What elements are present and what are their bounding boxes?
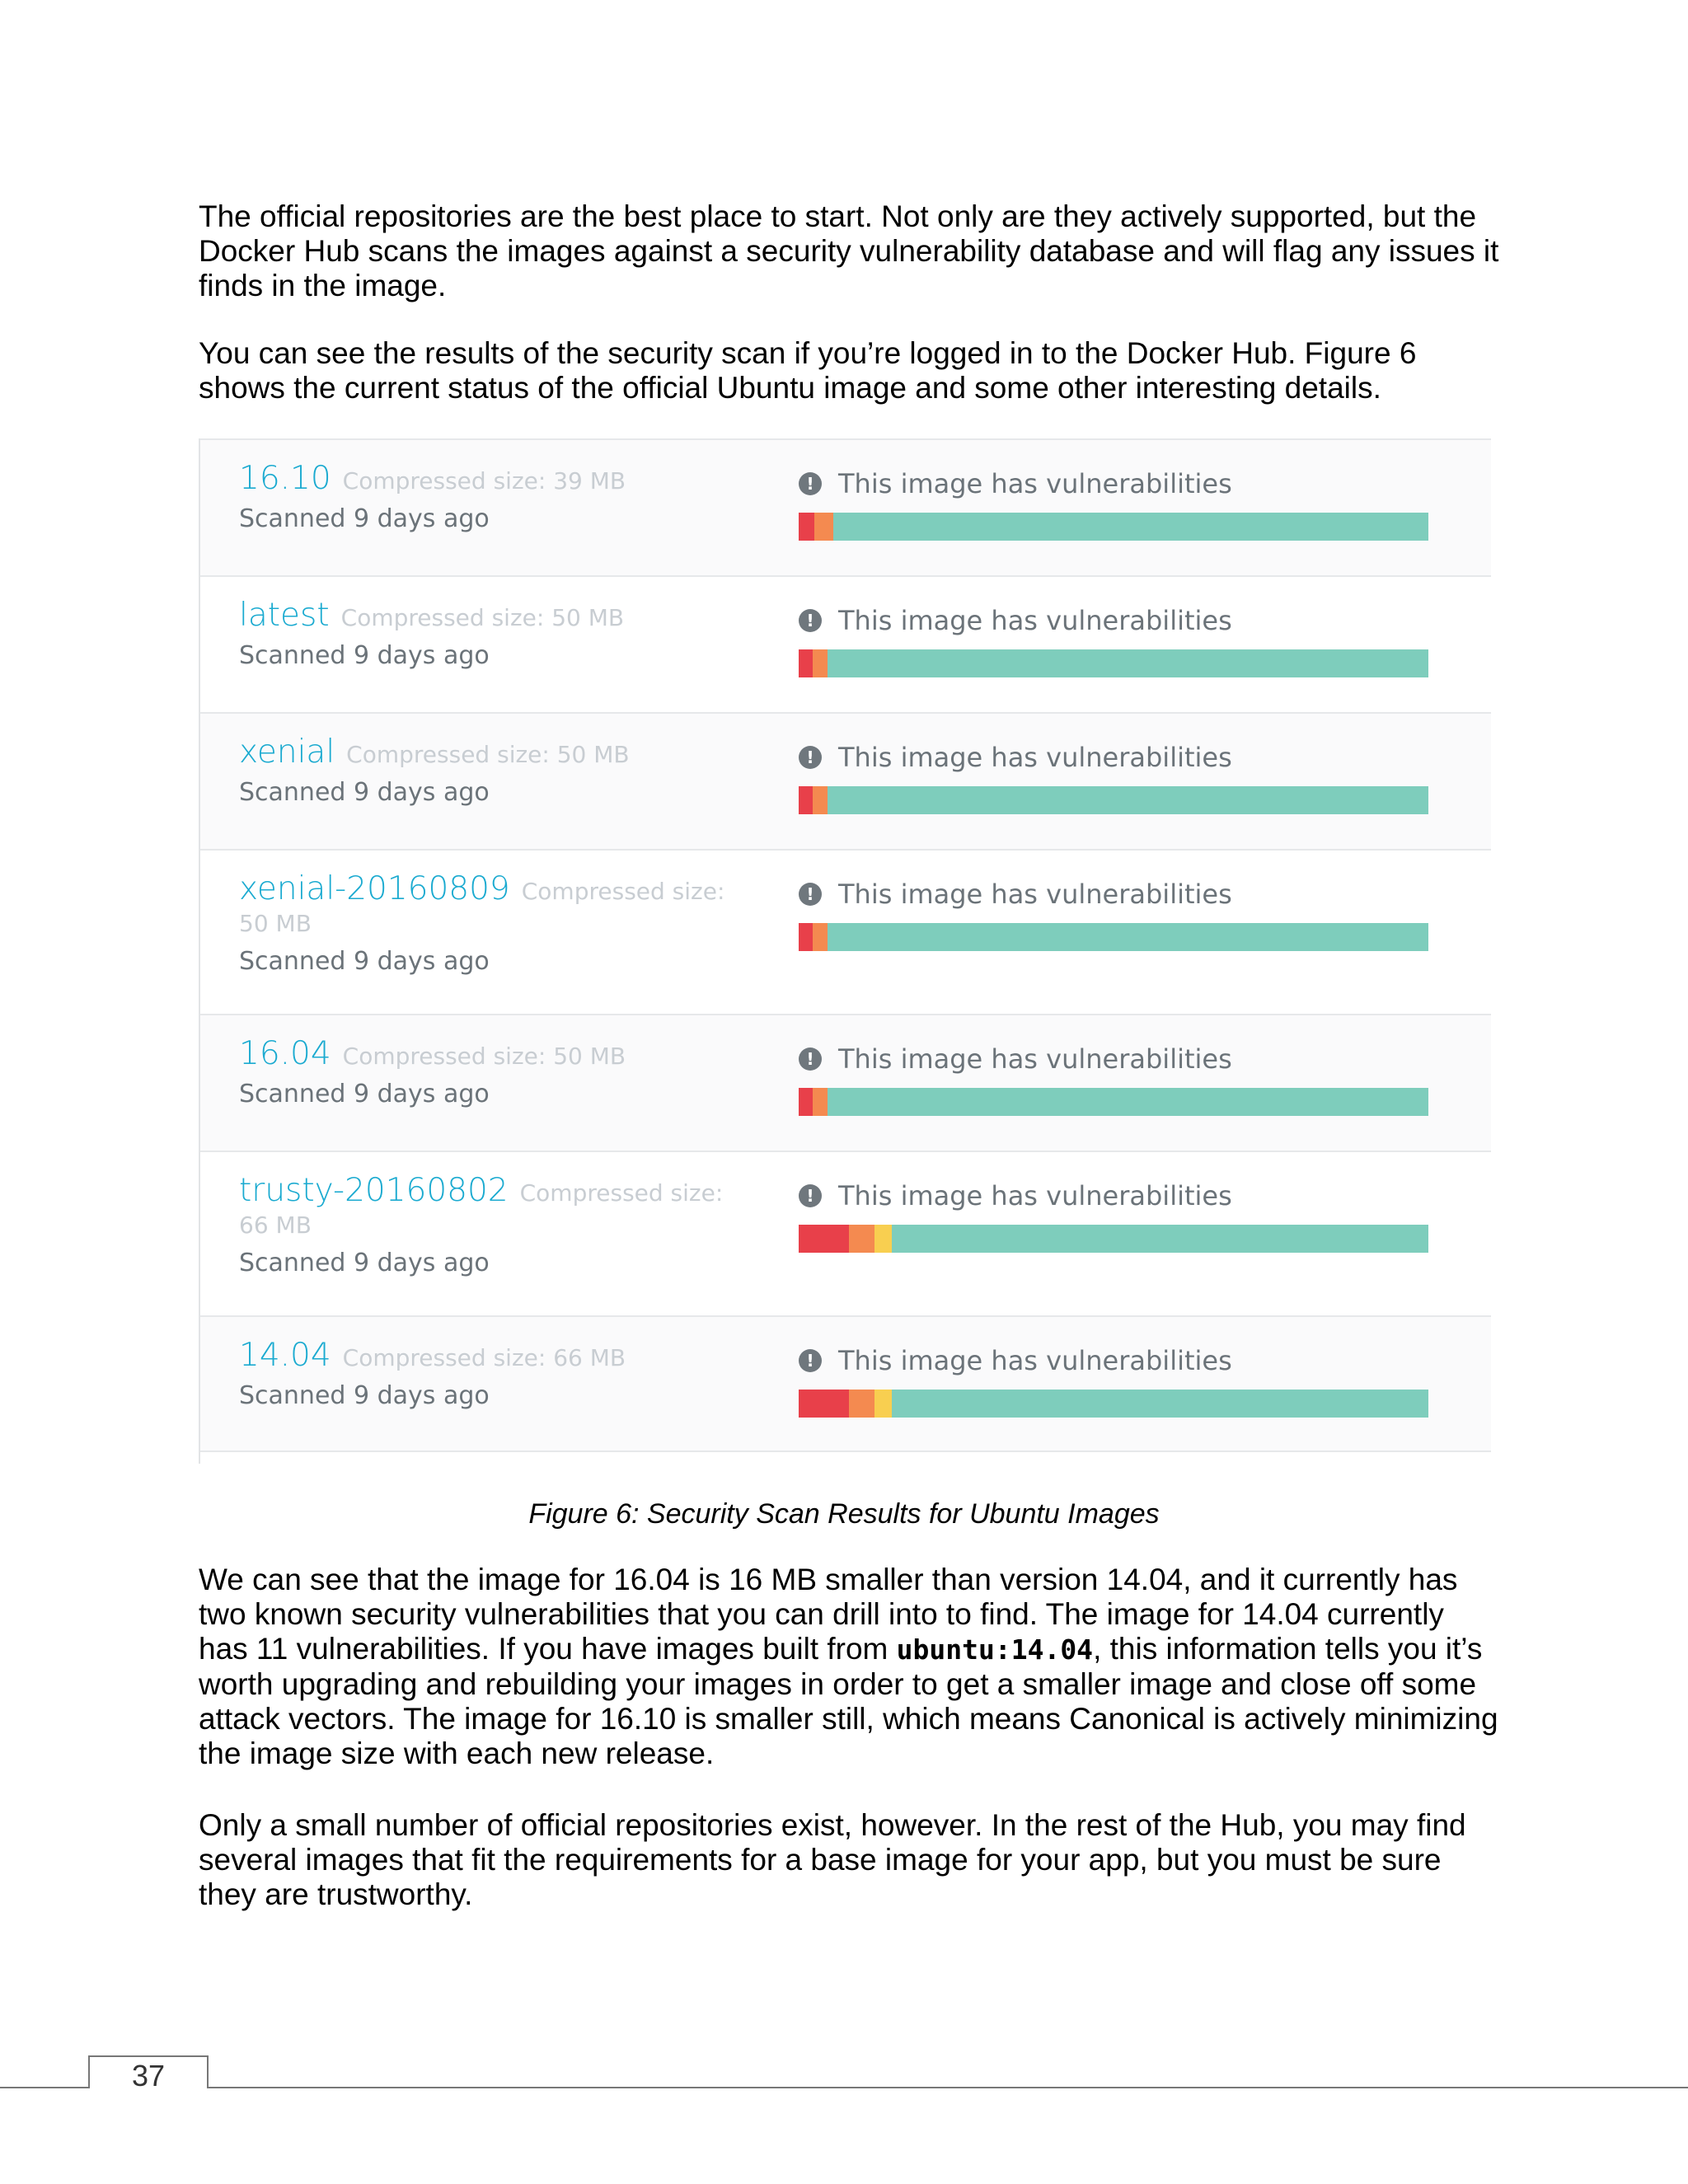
scan-row-info [239, 1035, 734, 1111]
scan-row-status [799, 742, 1442, 814]
exclamation-icon: ! [799, 1047, 822, 1071]
vulnerability-status-text: This image has vulnerabilities [838, 1043, 1232, 1075]
vulnerability-status[interactable] [799, 1180, 1442, 1212]
compressed-size: Compressed size: 50 MB [346, 741, 630, 768]
tag-name[interactable]: xenial [239, 733, 335, 771]
tag-line [239, 870, 734, 940]
scan-row-info [239, 1172, 734, 1280]
tag-line [239, 460, 734, 498]
bar-segment-critical [799, 923, 813, 951]
vulnerability-status-text: This image has vulnerabilities [838, 1180, 1232, 1212]
scan-row[interactable] [200, 1151, 1491, 1315]
paragraph-scan-results: You can see the results of the security scan if you’re logged in to the Docker Hub. Figure 6 shows the current status of the official Ubuntu image and some other interesting details. [199, 336, 1417, 405]
vulnerability-bar [799, 786, 1428, 814]
vulnerability-bar [799, 649, 1428, 677]
paragraph-comparison-text-1: We can see that the image for 16.04 is 16 MB smaller than version 14.04, and it currently has two known security vulnerabilities that you can drill into to find. The image for 14.04 currently has 11 vulnerabilities. If you have images built from [199, 1563, 1458, 1666]
vulnerability-status-text: This image has vulnerabilities [838, 742, 1232, 773]
scan-row[interactable] [200, 1315, 1491, 1452]
tag-line [239, 733, 734, 771]
vulnerability-status-text: This image has vulnerabilities [838, 605, 1232, 636]
tag-name[interactable]: 16.04 [239, 1035, 331, 1072]
scan-row-status [799, 1043, 1442, 1116]
page-number: 37 [131, 2059, 166, 2093]
tag-line [239, 1172, 734, 1242]
scan-row-info [239, 733, 734, 809]
scan-row-status [799, 605, 1442, 677]
compressed-size: Compressed size: 39 MB [342, 467, 626, 494]
vulnerability-bar [799, 1088, 1428, 1116]
tag-name[interactable]: trusty-20160802 [239, 1172, 509, 1209]
bar-segment-major [813, 786, 828, 814]
scanned-time: Scanned 9 days ago [239, 778, 490, 807]
scan-row-status [799, 1345, 1442, 1418]
scan-row[interactable] [200, 1014, 1491, 1151]
bar-segment-clean [828, 786, 1428, 814]
vulnerability-status[interactable] [799, 1043, 1442, 1075]
compressed-size: Compressed size: 66 MB [239, 1179, 724, 1239]
vulnerability-status-text: This image has vulnerabilities [838, 468, 1232, 499]
vulnerability-bar [799, 1390, 1428, 1418]
compressed-size: Compressed size: 50 MB [340, 604, 625, 631]
vulnerability-status-text: This image has vulnerabilities [838, 1345, 1232, 1376]
tag-name[interactable]: latest [239, 597, 330, 634]
tag-line [239, 1035, 734, 1073]
bar-segment-critical [799, 649, 813, 677]
bar-segment-critical [799, 1225, 849, 1253]
footer-rule [0, 2087, 1688, 2088]
exclamation-icon: ! [799, 472, 822, 495]
bar-segment-clean [828, 649, 1428, 677]
paragraph-comparison [199, 1563, 1501, 1771]
vulnerability-status[interactable] [799, 742, 1442, 773]
scan-row[interactable] [200, 575, 1491, 712]
paragraph-intro: The official repositories are the best place to start. Not only are they actively supported, but the Docker Hub scans the images against a security vulnerability database and will flag any issues it finds in the image. [199, 199, 1499, 302]
vulnerability-bar [799, 1225, 1428, 1253]
compressed-size: Compressed size: 66 MB [342, 1344, 626, 1371]
vulnerability-bar [799, 513, 1428, 541]
bar-segment-major [849, 1390, 874, 1418]
scanned-time: Scanned 9 days ago [239, 641, 490, 670]
exclamation-icon: ! [799, 609, 822, 632]
bar-segment-clean [828, 923, 1428, 951]
scan-row-info [239, 1337, 734, 1413]
scan-row[interactable] [200, 849, 1491, 1014]
bar-segment-critical [799, 1390, 849, 1418]
scanned-time: Scanned 9 days ago [239, 1249, 490, 1277]
tag-line [239, 597, 734, 635]
scanned-time: Scanned 9 days ago [239, 1080, 490, 1108]
bar-segment-minor [874, 1225, 892, 1253]
compressed-size: Compressed size: 50 MB [342, 1043, 626, 1070]
scan-row-info [239, 597, 734, 673]
bar-segment-clean [892, 1225, 1428, 1253]
bar-segment-critical [799, 513, 814, 541]
bar-segment-major [813, 649, 828, 677]
exclamation-icon: ! [799, 1349, 822, 1372]
bar-segment-major [849, 1225, 874, 1253]
vulnerability-status[interactable] [799, 879, 1442, 910]
figure-caption: Figure 6: Security Scan Results for Ubuntu Images [528, 1498, 1160, 1530]
bar-segment-clean [833, 513, 1428, 541]
tag-name[interactable]: 14.04 [239, 1337, 331, 1374]
scan-row-info [239, 870, 734, 978]
inline-code: ubuntu:14.04 [896, 1633, 1094, 1666]
bar-segment-clean [828, 1088, 1428, 1116]
tag-line [239, 1337, 734, 1375]
scanned-time: Scanned 9 days ago [239, 947, 490, 976]
bar-segment-critical [799, 786, 813, 814]
scan-row-status [799, 879, 1442, 951]
exclamation-icon: ! [799, 1184, 822, 1207]
vulnerability-status[interactable] [799, 468, 1442, 499]
scanned-time: Scanned 9 days ago [239, 1381, 490, 1410]
exclamation-icon: ! [799, 746, 822, 769]
vulnerability-status[interactable] [799, 1345, 1442, 1376]
bar-segment-major [813, 1088, 828, 1116]
vulnerability-status[interactable] [799, 605, 1442, 636]
bar-segment-critical [799, 1088, 813, 1116]
bar-segment-minor [874, 1390, 892, 1418]
scan-row[interactable] [200, 712, 1491, 849]
exclamation-icon: ! [799, 883, 822, 906]
scan-row[interactable] [200, 438, 1491, 575]
bar-segment-major [813, 923, 828, 951]
scan-row-status [799, 468, 1442, 541]
scan-row-info [239, 460, 734, 536]
tag-name[interactable]: 16.10 [239, 460, 331, 497]
tag-name[interactable]: xenial-20160809 [239, 870, 510, 907]
vulnerability-bar [799, 923, 1428, 951]
scanned-time: Scanned 9 days ago [239, 504, 490, 533]
vulnerability-status-text: This image has vulnerabilities [838, 879, 1232, 910]
compressed-size: Compressed size: 50 MB [239, 878, 725, 937]
security-scan-figure [199, 438, 1491, 1464]
bar-segment-clean [892, 1390, 1428, 1418]
scan-row-status [799, 1180, 1442, 1253]
paragraph-comparison-text-2: , this information tells you it’s worth upgrading and rebuilding your images in order to get a smaller image and close off some attack vectors. The image for 16.10 is smaller still, which means Canonical is actively minimizing the image size with each new release. [199, 1632, 1498, 1770]
bar-segment-major [814, 513, 833, 541]
paragraph-trust: Only a small number of official repositories exist, however. In the rest of the Hub, you may find several images that fit the requirements for a base image for your app, but you must be sure they are trustworthy. [199, 1808, 1466, 1911]
